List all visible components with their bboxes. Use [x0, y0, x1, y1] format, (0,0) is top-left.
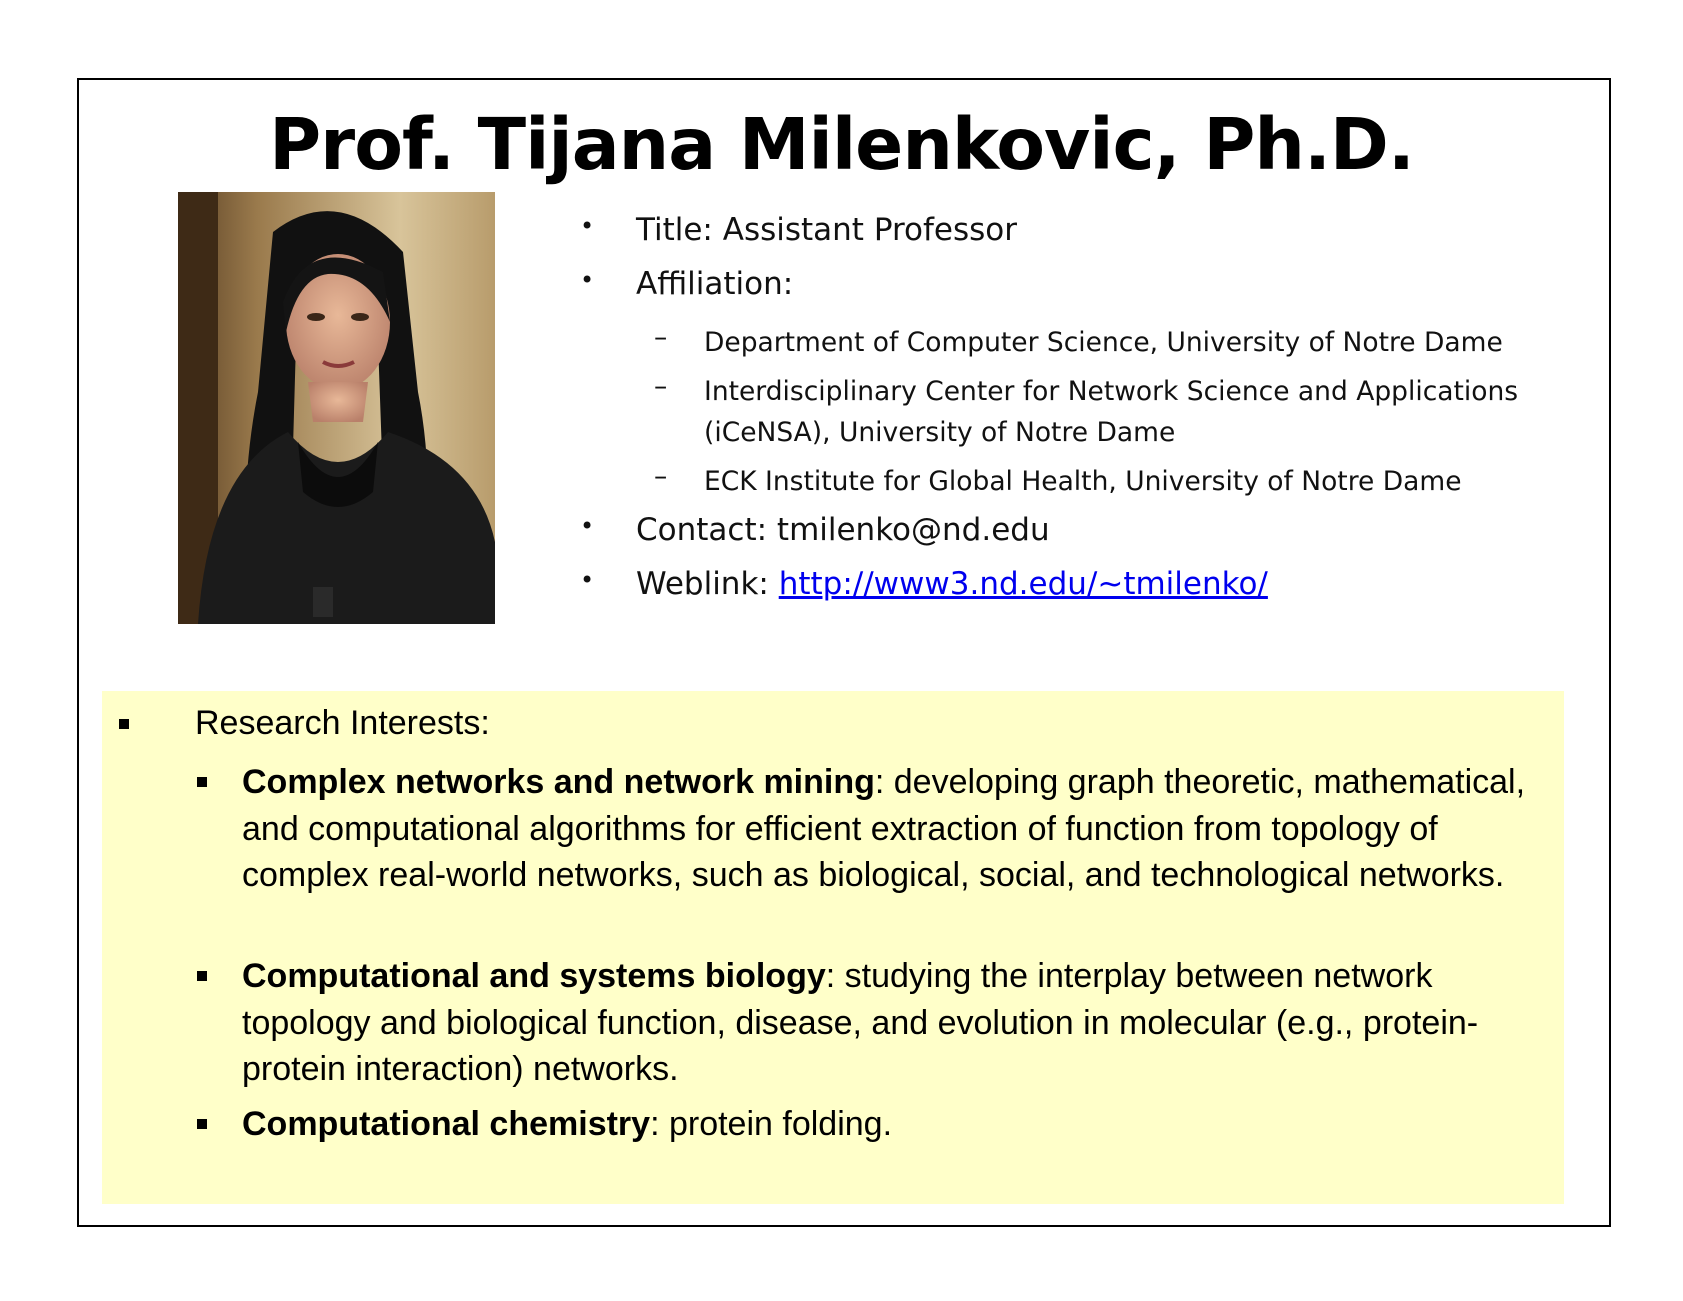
weblink-label: Weblink: — [636, 566, 779, 602]
dash-icon: – — [654, 322, 668, 353]
research-item — [242, 759, 1542, 899]
dash-icon: – — [654, 461, 668, 492]
dash-icon: – — [654, 371, 668, 402]
square-bullet-icon — [197, 971, 207, 981]
research-description: : developing graph theoretic, mathematical, and computational algorithms for efficient extraction of function from topology of complex real-world networks, such as biological, social, and technological networks. — [242, 763, 1526, 894]
research-description: : studying the interplay between network topology and biological function, disease, and evolution in molecular (e.g., protein-protein interaction) networks. — [242, 957, 1479, 1088]
square-bullet-icon — [197, 1119, 207, 1129]
bullet-icon: • — [580, 266, 595, 294]
research-heading: Research Interests: — [195, 704, 490, 742]
page-title: Prof. Tijana Milenkovic, Ph.D. — [269, 103, 1414, 186]
square-bullet-icon — [197, 777, 207, 787]
research-description: : protein folding. — [650, 1105, 893, 1143]
bullet-icon: • — [580, 512, 595, 540]
bullet-icon: • — [580, 212, 595, 240]
bullet-icon: • — [580, 566, 595, 594]
research-topic: Computational and systems biology — [242, 957, 826, 995]
research-topic: Complex networks and network mining — [242, 763, 875, 801]
profile-photo — [178, 192, 495, 624]
weblink-link[interactable]: http://www3.nd.edu/~tmilenko/ — [778, 566, 1268, 602]
square-bullet-icon — [119, 719, 129, 729]
research-item — [242, 1101, 1542, 1148]
research-interests-box — [102, 691, 1564, 1204]
research-topic: Computational chemistry — [242, 1105, 651, 1143]
research-item — [242, 953, 1542, 1093]
